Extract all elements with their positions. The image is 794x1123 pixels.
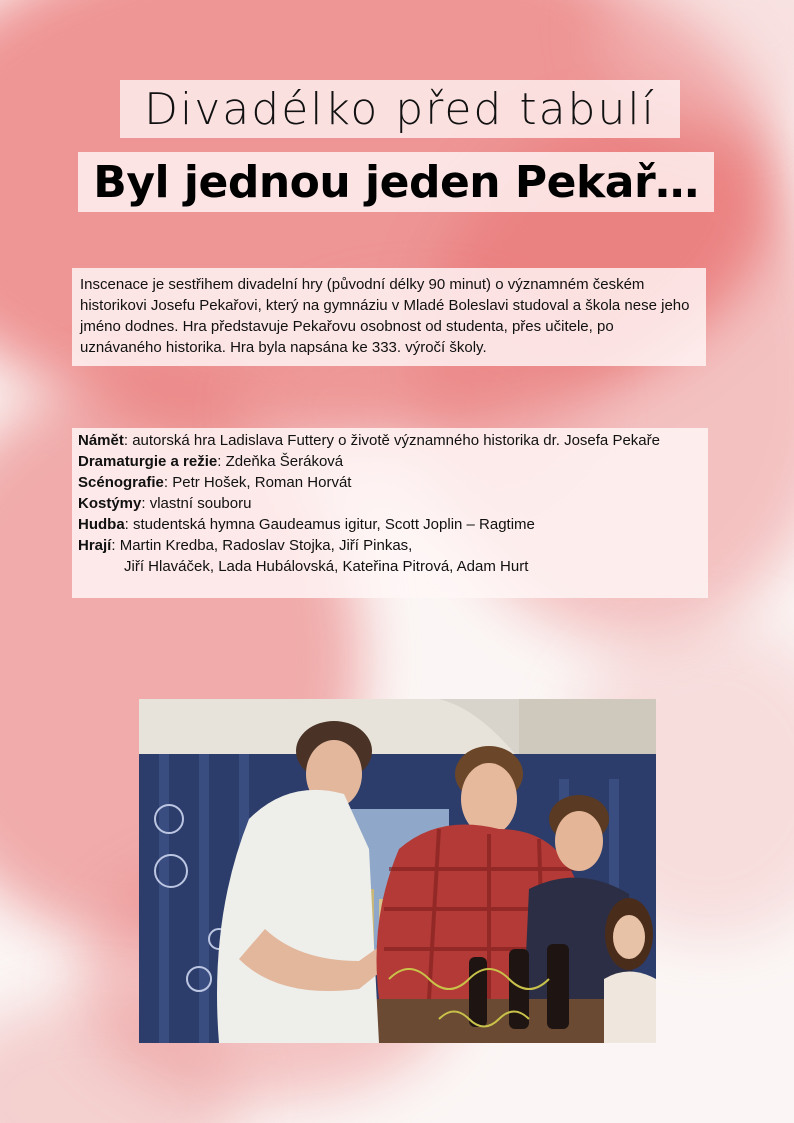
performance-photo bbox=[139, 699, 656, 1043]
subtitle-banner bbox=[120, 80, 680, 138]
credit-value: Zdeňka Šeráková bbox=[225, 453, 344, 470]
credit-label: Hudba bbox=[78, 516, 125, 533]
intro-paragraph: Inscenace je sestřihem divadelní hry (původní délky 90 minut) o významném českém historikovi Josefu Pekařovi, který na gymnáziu v Mladé Boleslavi studoval a škola nese jeho jméno dodnes. Hra představuje Pekařovu osobnost od studenta, přes učitele, po uznávaného historika. Hra byla napsána ke 333. výročí školy. bbox=[72, 268, 706, 366]
credit-hraji-cont bbox=[78, 556, 702, 577]
page-title: Byl jednou jeden Pekař… bbox=[93, 156, 699, 208]
credit-value: autorská hra Ladislava Futtery o životě významného historika dr. Josefa Pekaře bbox=[132, 432, 660, 449]
credit-kostymy: Kostýmy: vlastní souboru bbox=[78, 495, 252, 512]
credit-label: Scénografie bbox=[78, 474, 164, 491]
credit-hraji: Hrají: Martin Kredba, Radoslav Stojka, Jiří Pinkas, bbox=[78, 537, 413, 554]
page-subtitle: Divadélko před tabulí bbox=[144, 83, 656, 135]
credit-value: Petr Hošek, Roman Horvát bbox=[172, 474, 352, 491]
credit-rezie: Dramaturgie a režie: Zdeňka Šeráková bbox=[78, 453, 344, 470]
credit-label: Hrají bbox=[78, 537, 112, 554]
credit-scenografie: Scénografie: Petr Hošek, Roman Horvát bbox=[78, 474, 352, 491]
credit-namet: Námět: autorská hra Ladislava Futtery o životě významného historika dr. Josefa Pekaře bbox=[78, 432, 660, 449]
credit-value: vlastní souboru bbox=[149, 495, 252, 512]
credits-block bbox=[72, 428, 708, 598]
credit-value: studentská hymna Gaudeamus igitur, Scott Joplin – Ragtime bbox=[133, 516, 535, 533]
credit-label: Dramaturgie a režie bbox=[78, 453, 218, 470]
credit-value: Jiří Hlaváček, Lada Hubálovská, Kateřina Pitrová, Adam Hurt bbox=[124, 558, 529, 575]
credit-label: Námět bbox=[78, 432, 124, 449]
credit-hudba: Hudba: studentská hymna Gaudeamus igitur, Scott Joplin – Ragtime bbox=[78, 516, 535, 533]
credit-value: Martin Kredba, Radoslav Stojka, Jiří Pinkas, bbox=[119, 537, 413, 554]
title-banner bbox=[78, 152, 714, 212]
credit-label: Kostýmy bbox=[78, 495, 142, 512]
